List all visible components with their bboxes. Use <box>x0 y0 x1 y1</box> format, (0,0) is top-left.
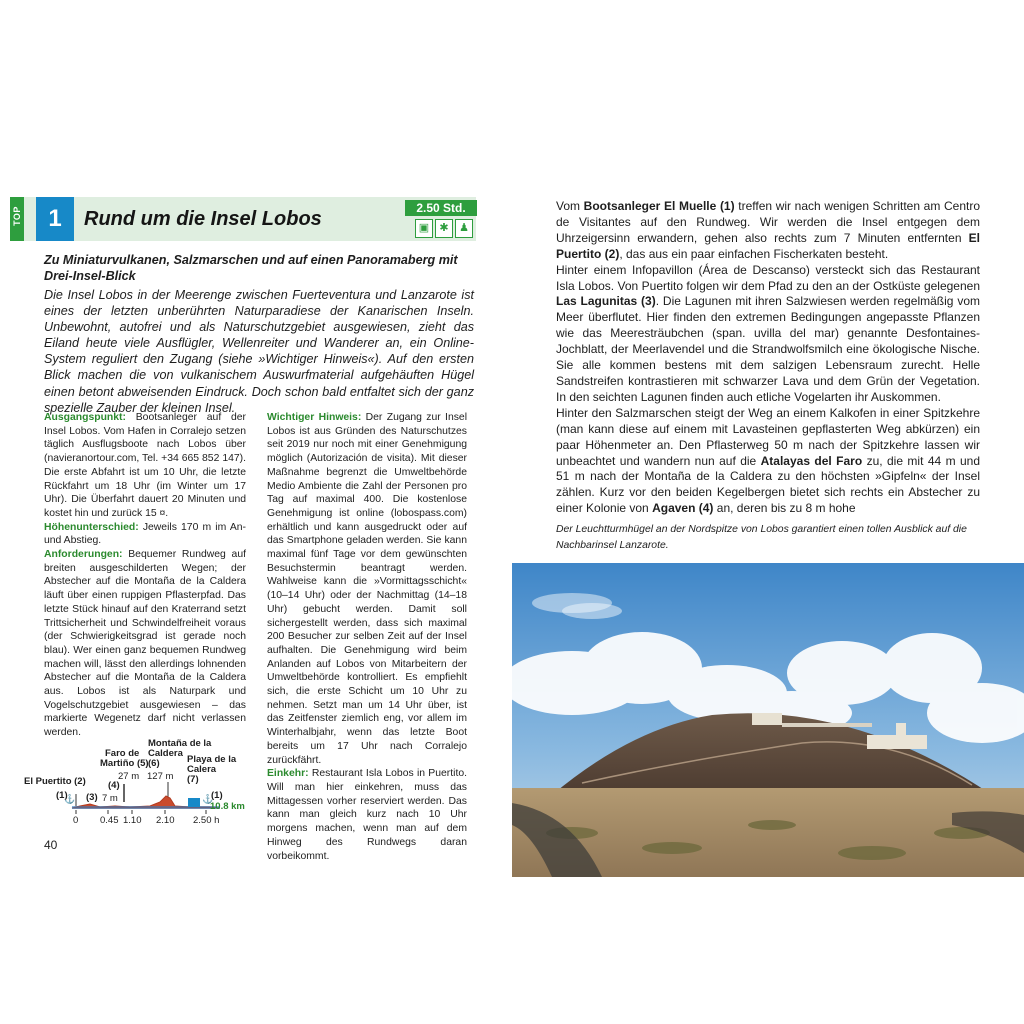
paragraph-1: Vom Bootsanleger El Muelle (1) treffen wir nach wenigen Schritten am Centro de Visitantes auf den Rundweg. Wir werden die Insel entgegen dem Uhrzeigersinn erwandern, gehen also rechts zum 7 Minuten entfernten El Puertito (2), das aus ein paar einfachen Fischerkaten besteht. <box>556 199 980 261</box>
alt-27: 27 m <box>118 771 140 782</box>
alt-127: 127 m <box>147 771 174 782</box>
route-subtitle: Zu Miniaturvulkanen, Salzmarschen und auf einen Panoramaberg mit Drei-Insel-Blick <box>44 253 458 283</box>
info-food: Einkehr: Restaurant Isla Lobos in Puertito. Will man hier einkehren, muss das Mittagessen vorher reserviert werden. Das kann man gleich kurz nach 10 Uhr morgens machen, wenn man auf dem Hinweg des Rundwegs daran vorbeikommt. <box>267 768 467 862</box>
distance-label: 10.8 km <box>210 801 245 812</box>
time-2: 1.10 <box>123 815 142 826</box>
elevation-profile <box>20 736 250 828</box>
time-3: 2.10 <box>156 815 175 826</box>
info-elevation: Höhenunterschied: Jeweils 170 m im An- und Abstieg. <box>44 521 246 547</box>
anchor-icon: ⚓ <box>64 794 76 804</box>
label-caldera-1: Montaña de la <box>148 738 212 749</box>
duration-badge: 2.50 Std. <box>405 200 477 216</box>
label-faro-1: Faro de <box>105 748 140 759</box>
bus-icon: ▣ <box>415 219 433 238</box>
info-notice: Wichtiger Hinweis: Der Zugang zur Insel Lobos ist aus Gründen des Naturschutzes seit 2019 nur noch mit einer Genehmigung möglich (Autorización de visita). Mit dieser Maßnahme begrenzt die Umweltbehörde Medio Ambiente die Zahl der Personen pro Tag auf maximal 400. Die kostenlose Genehmigung ist online (lobospass.com) erhältlich und kann ausgedruckt oder auf das Smartphone geladen werden. Sie kann maximal fünf Tage vor dem gewünschten Besuchstermin beantragt werden. Wahlweise kann die »Vormittagsschicht« (10–14 Uhr) oder der Nachmittag (14–18 Uhr) gebucht werden. Damit soll sichergestellt werden, dass sich maximal 200 Besucher zur selben Zeit auf der Insel aufhalten. Die Genehmigung wird beim Anlanden auf Lobos von Mitarbeitern der Umweltbehörde kontrolliert. Es empfiehlt sich, die erste Schicht um 10 Uhr zu nehmen. Setzt man um 14 Uhr über, ist das Zeitfenster ziemlich eng, vor allem im Winterhalbjahr, wenn das letzte Boot bereits um 17 Uhr nach Corralejo zurückfährt. <box>267 412 468 766</box>
label-caldera-3: (6) <box>148 758 160 769</box>
label-puertito: El Puertito (2) <box>24 776 86 787</box>
paragraph-2: Hinter einem Infopavillon (Área de Descanso) versteckt sich das Restaurant Isla Lobos. Von Puertito folgen wir dem Pfad zu den an der Ostküste gelegenen Las Lagunitas (3). Die Lagunen mit ihren Salzwiesen werden regelmäßig vom Meer überflutet. Hier finden den extremen Bedingungen angepasste Pflanzen wie das Meeresträubchen (span. uvilla del mar) genannte Desfontaines-Jochblatt, der Meerlavendel und die Strandwolfsmilch eine ökologische Nische. Sie alle kommen bestens mit dem salzigen Lebensraum zurecht. Helle Sandstreifen kontrastieren mit schwarzer Lava und dem Grün der Vegetation. In den seichten Lagunen finden auch etliche Vogelarten ihr Auskommen. <box>556 262 980 404</box>
label-caldera-2: Caldera <box>148 748 183 759</box>
route-icons <box>415 219 473 238</box>
label-playa-2: Calera <box>187 764 217 775</box>
label-faro-2: Martiño (5) <box>100 758 149 769</box>
label-p3: (3) <box>86 792 98 803</box>
route-description <box>556 199 980 517</box>
info-requirements: Anforderungen: Bequemer Rundweg auf breiten ausgeschilderten Wegen; der Abstecher auf die Montaña de la Caldera läuft über einen ruppigen Pflasterpfad. Das letzte Stück hinauf auf den Kraterrand setzt Trittsicherheit und Schwindelfreiheit voraus (der Schwierigkeitsgrad ist gerade noch blau). Wer einen ganz bequemen Rundweg machen will, lässt den allerdings lohnenden Abstecher auf die Montaña de la Caldera aus. Lobos ist als Naturpark und Vogelschutzgebiet ausgewiesen – das markierte Wegenetz darf nicht verlassen werden. <box>44 549 246 739</box>
anchor-icon-end: ⚓ <box>202 794 214 804</box>
info-start: Ausgangspunkt: Bootsanleger auf der Insel Lobos. Vom Hafen in Corralejo setzen täglich Ausflugsboote nach Lobos über (navieranortour.com, Tel. +34 665 852 147). Die erste Abfahrt ist um 10 Uhr, die letzte Rückfahrt um 18 Uhr (im Winter um 17 Uhr). Die Überfahrt dauert 20 Minuten und kostet hin und zurück 15 ¤. <box>44 412 246 519</box>
info-column-right <box>267 411 467 863</box>
hiker-icon: ✱ <box>435 219 453 238</box>
photo-lighthouse-hill <box>512 563 1024 877</box>
wall <box>782 723 872 727</box>
beach-icon <box>188 798 200 807</box>
page-number: 40 <box>44 838 58 852</box>
lighthouse-building <box>867 735 927 749</box>
photo-caption: Der Leuchtturmhügel an der Nordspitze von Lobos garantiert einen tollen Ausblick auf die Nachbarinsel Lanzarote. <box>556 524 967 551</box>
time-1: 0.45 <box>100 815 119 826</box>
time-0: 0 <box>73 815 79 826</box>
family-icon: ♟ <box>455 219 473 238</box>
alt-7: 7 m <box>102 793 118 804</box>
label-p1: (1) <box>56 790 68 801</box>
label-p1b: (1) <box>211 790 223 801</box>
label-playa-1: Playa de la <box>187 754 237 765</box>
route-header <box>10 197 476 241</box>
route-number: 1 <box>36 197 74 241</box>
label-playa-3: (7) <box>187 774 199 785</box>
time-4: 2.50 h <box>193 815 220 826</box>
label-p4: (4) <box>108 780 120 791</box>
paragraph-3: Hinter den Salzmarschen steigt der Weg an einem Kalkofen in einer Spitzkehre (man kann diese auf einem mit Lavasteinen gepflasterten Weg abkürzen) ein paar Höhenmeter an. Den Pflasterweg 50 m nach der Spitzkehre lassen wir unbeachtet und wandern nun auf die Atalayas del Faro zu, die mit 44 m und 51 m nach der Montaña de la Caldera zu den höchsten »Gipfeln« der Insel zählen. Kurz vor den beiden Kegelbergen bietet sich rechts ein Abstecher zu einer Kolonie von Agaven (4) an, deren bis zu 8 m hohe <box>556 405 980 516</box>
top-badge: TOP <box>10 197 24 241</box>
lighthouse-tower <box>896 723 906 737</box>
info-column-left <box>44 411 246 740</box>
route-intro: Die Insel Lobos in der Meerenge zwischen Fuerteventura und Lanzarote ist eines der letzten unberührten Naturparadiese der Kanarischen Inseln. Unbewohnt, autofrei und als Naturschutzgebiet ausgewiesen, zieht das Eiland heute viele Ausflügler, Wellenreiter und Wanderer an, ein Online-System reguliert den Zugang (siehe »Wichtiger Hinweis«). Auf den ersten Blick machen die von vulkanischem Auswurfmaterial aufgehäuften Hügel einen betont abweisenden Eindruck. Doch schon bald entfaltet sich der ganz spezielle Zauber der kleinen Insel. <box>44 288 474 415</box>
building-left <box>752 713 782 725</box>
route-title: Rund um die Insel Lobos <box>84 208 322 230</box>
